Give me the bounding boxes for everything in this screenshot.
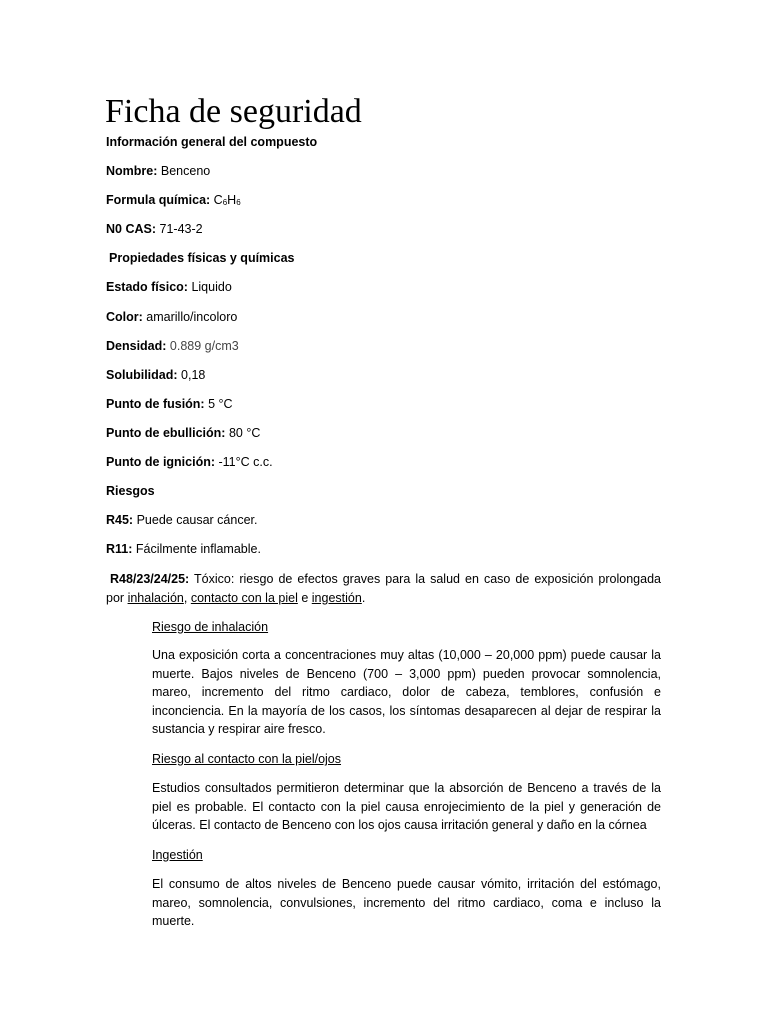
risk-code: R45:: [106, 513, 134, 527]
page-title: Ficha de seguridad: [105, 93, 362, 130]
risk-r48: R48/23/24/25: Tóxico: riesgo de efectos graves para la salud en caso de exposición prolongada por inhalación, contacto con la piel e ingestión.: [106, 572, 661, 605]
field-label: Punto de ignición:: [106, 455, 216, 469]
field-nombre: [106, 162, 210, 180]
field-value: 5 °C: [208, 397, 233, 411]
section-text-inhalacion: Una exposición corta a concentraciones muy altas (10,000 – 20,000 ppm) puede causar la muerte. Bajos niveles de Benceno (700 – 3,000 ppm) pueden provocar somnolencia, mareo, incremento del ritmo cardiaco, dolor de cabeza, temblores, confusión e inconciencia. En la mayoría de los casos, los síntomas desaparecen al dejar de respirar la sustancia y respirar aire fresco.: [152, 648, 661, 736]
field-value: 0.889 g/cm3: [169, 339, 239, 353]
formula-value: C6H6: [213, 193, 241, 207]
link-contacto[interactable]: contacto con la piel: [190, 590, 298, 605]
field-label: Estado físico:: [106, 280, 188, 294]
section-heading-contacto: Riesgo al contacto con la piel/ojos: [152, 752, 342, 766]
field-label: Densidad:: [106, 339, 167, 353]
field-value: Benceno: [160, 164, 211, 178]
risk-code: R11:: [106, 542, 133, 556]
risk-text: Fácilmente inflamable.: [135, 542, 261, 556]
field-label: Solubilidad:: [106, 368, 178, 382]
field-value: 80 °C: [228, 426, 261, 440]
field-label: Punto de fusión:: [106, 397, 205, 411]
field-solubilidad: [106, 366, 205, 384]
propiedades-heading: Propiedades físicas y químicas: [109, 251, 295, 265]
field-cas: [106, 220, 203, 238]
field-ebullicion: [106, 424, 260, 442]
field-value: 0,18: [181, 368, 206, 382]
field-densidad: [106, 337, 239, 355]
field-color: [106, 308, 237, 326]
field-ignicion: [106, 453, 273, 471]
field-value: 71-43-2: [159, 222, 203, 236]
field-value: amarillo/incoloro: [146, 310, 238, 324]
field-formula: [106, 191, 241, 212]
field-value: -11°C c.c.: [218, 455, 273, 469]
section-text-contacto: Estudios consultados permitieron determinar que la absorción de Benceno a través de la piel es probable. El contacto con la piel causa enrojecimiento de la piel y generación de úlceras. El contacto de Benceno con los ojos causa irritación general y daño en la córnea: [152, 781, 661, 832]
field-estado: [106, 278, 232, 296]
field-label: Nombre:: [106, 164, 158, 178]
field-label: Formula química:: [106, 193, 211, 207]
risk-text: Puede causar cáncer.: [136, 513, 258, 527]
link-ingestion[interactable]: ingestión: [311, 590, 362, 605]
field-label: Color:: [106, 310, 143, 324]
field-value: Liquido: [191, 280, 232, 294]
section-heading-ingestion: Ingestión: [152, 848, 203, 862]
risk-r11: [106, 540, 261, 558]
risk-text: Tóxico: riesgo de efectos graves para la salud en caso de exposición prolongada por: [106, 572, 661, 605]
riesgos-heading: Riesgos: [106, 484, 155, 498]
field-label: N0 CAS:: [106, 222, 157, 236]
general-heading: Información general del compuesto: [106, 135, 318, 149]
section-heading-inhalacion: Riesgo de inhalación: [152, 620, 269, 634]
field-label: Punto de ebullición:: [106, 426, 226, 440]
risk-r45: [106, 511, 258, 529]
link-inhalacion[interactable]: inhalación: [127, 590, 184, 605]
risk-code: R48/23/24/25:: [110, 572, 190, 586]
field-fusion: [106, 395, 233, 413]
section-text-ingestion: El consumo de altos niveles de Benceno puede causar vómito, irritación del estómago, mareo, somnolencia, convulsiones, incremento del ritmo cardiaco, coma e incluso la muerte.: [152, 877, 661, 928]
